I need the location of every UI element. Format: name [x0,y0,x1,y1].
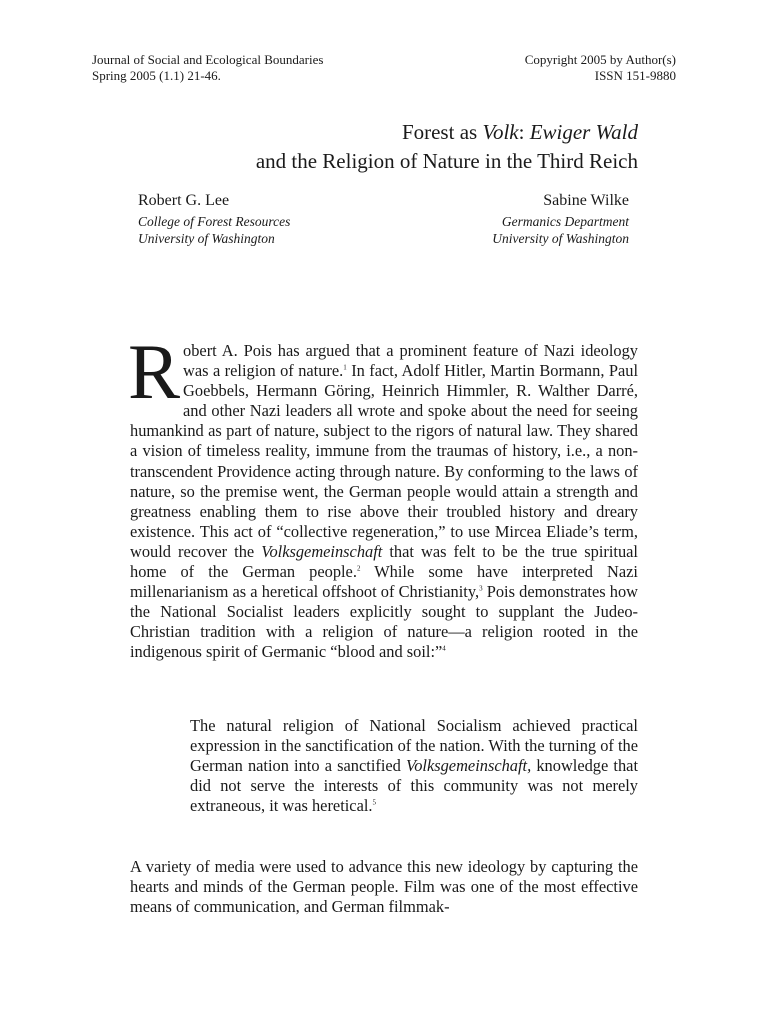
author-department: College of Forest Resources [138,214,291,229]
title-volk: Volk [482,120,519,144]
author-department: Germanics Department [501,214,629,229]
journal-name: Journal of Social and Ecological Boundaries [92,52,324,67]
text-run: Pois demonstrates how the National Socialist leaders explicitly sought to supplant the Judeo-Christian tradition with a religion of nature—a religion rooted in the indigenous spirit of Germanic “blood and soil:” [130,582,639,662]
footnote-ref[interactable]: 5 [372,798,376,807]
title-ewiger-wald: Ewiger Wald [529,120,638,144]
text-run: In fact, Adolf Hitler, Martin Bormann, Paul Goebbels, Hermann Göring, Heinrich Himmler, R. Walther Darré, and other Nazi leaders all wrote and spoke about the need for seeing humankind as part of nature, subject to the rigors of natural law. They shared a vision of timeless reality, immune from the traumas of history, i.e., a non-transcendent Providence acting through nature. By conforming to the laws of nature, so the premise went, the German people would attain a strength and greatness enabling them to rise above their troubled history and dreary existence. This act of “collective regeneration,” to use Mircea Eliade’s term, would recover the [130,361,638,561]
text-run: that was felt to be the true spiritual home of the German people. [130,541,638,582]
copyright-header [525,52,676,84]
issn-text: ISSN 151-9880 [594,68,676,83]
copyright-text: Copyright 2005 by Author(s) [524,52,676,67]
journal-issue: Spring 2005 (1.1) 21-46. [92,68,221,83]
title-line-1 [256,118,638,147]
author-block-wilke [492,191,629,247]
body-paragraph-2 [130,857,638,917]
italic-term: Volksgemeinschaft [261,541,383,561]
footnote-ref[interactable]: 4 [442,644,446,653]
author-block-lee [138,191,290,247]
block-quote [190,716,638,816]
title-prefix: Forest as [401,120,483,144]
text-run: A variety of media were used to advance this new ideology by capturing the hearts and minds of the German people. Film was one of the most effective means of communication, and German filmmak- [130,857,638,917]
text-run: The natural religion of National Socialism achieved practical expression in the sanctification of the nation. With the turning of the German nation into a sanctified [190,716,638,776]
body-paragraph-1 [128,328,639,663]
journal-header [92,52,323,84]
footnote-ref[interactable]: 1 [343,363,347,372]
footnote-ref[interactable]: 3 [479,584,483,593]
footnote-ref[interactable]: 2 [356,564,361,573]
author-university: University of Washington [492,231,629,246]
author-name: Sabine Wilke [543,192,629,209]
author-university: University of Washington [138,231,275,246]
text-run: While some have interpreted Nazi millenarianism as a heretical offshoot of Christianity, [130,562,638,602]
article-title [256,118,638,176]
text-run: obert A. Pois has argued that a prominent feature of Nazi ideology was a religion of nature. [183,341,638,381]
drop-cap: R [128,328,181,415]
italic-term: Volksgemeinschaft, [406,756,532,776]
author-name: Robert G. Lee [138,192,230,209]
title-line-2: and the Religion of Nature in the Third Reich [255,149,638,173]
text-run: knowledge that did not serve the interests of this community was not merely extraneous, it was heretical. [190,756,639,816]
title-colon: : [518,120,530,144]
